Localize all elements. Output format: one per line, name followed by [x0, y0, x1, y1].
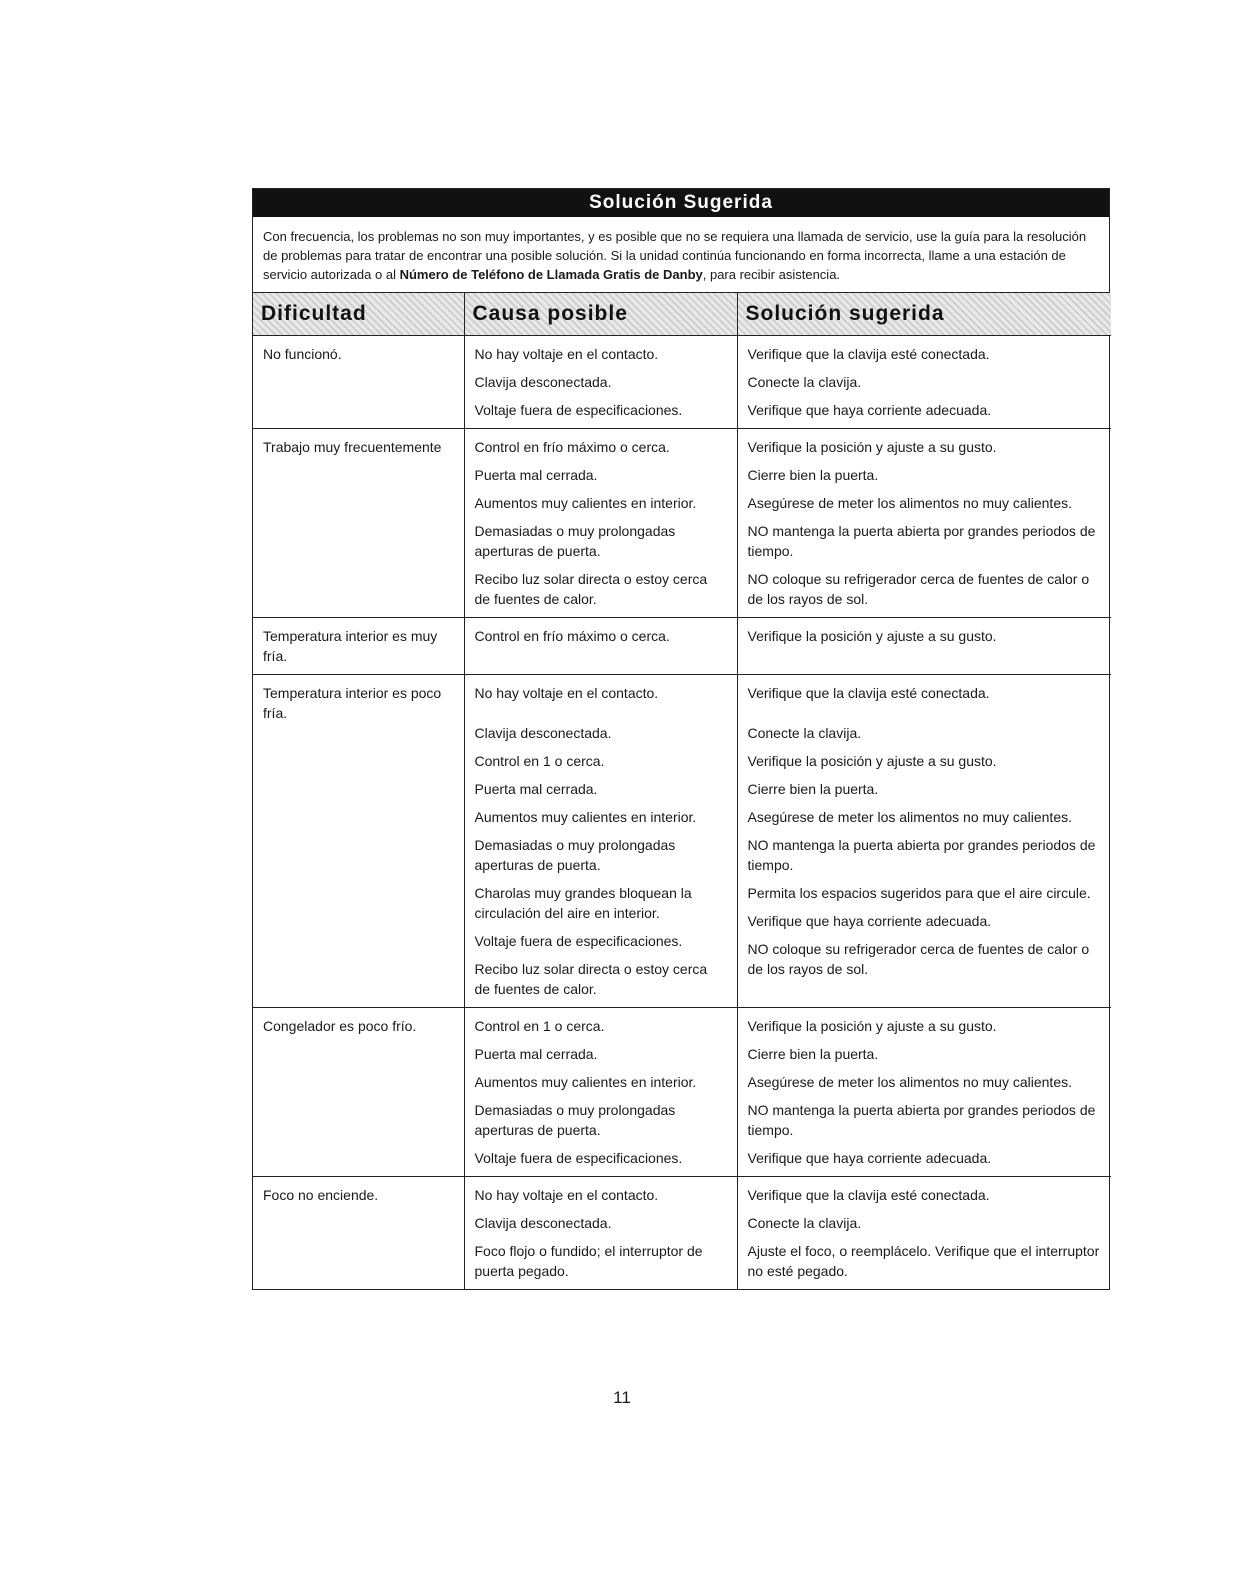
table-row	[253, 1177, 1111, 1290]
problem-cell	[253, 675, 464, 1008]
cause-item: Puerta mal cerrada.	[474, 1046, 598, 1062]
causes-cell	[464, 336, 737, 429]
cause-item: Clavija desconectada.	[474, 374, 612, 390]
cause-item: No hay voltaje en el contacto.	[474, 685, 659, 701]
solutions-cell	[737, 429, 1111, 618]
problem-text: Temperatura interior es muy fría.	[263, 628, 438, 664]
solution-item: NO coloque su refrigerador cerca de fuentes de calor o de los rayos de sol.	[747, 571, 1090, 607]
cause-item: Aumentos muy calientes en interior.	[474, 495, 697, 511]
causes-cell	[464, 1177, 737, 1290]
intro-text-1: Con frecuencia, los problemas no son muy importantes, y es posible que no se requiera una llamada de servicio, use la guía para la resolución de problemas para tratar de encontrar una posible solución. Si la unidad continúa funcionando en forma incorrecta, llame a una estación de servicio autorizada o al	[263, 229, 1087, 282]
problem-text: Foco no enciende.	[263, 1187, 379, 1203]
solution-item: Verifique la posición y ajuste a su gusto.	[747, 1018, 997, 1034]
problem-text: Trabajo muy frecuentemente	[263, 439, 442, 455]
header-dificultad: Dificultad	[253, 293, 464, 336]
table-body	[253, 336, 1111, 1290]
cause-item: Clavija desconectada.	[474, 725, 612, 741]
problem-text: Temperatura interior es poco fría.	[263, 685, 442, 721]
table-row	[253, 1008, 1111, 1177]
cause-item: Voltaje fuera de especificaciones.	[474, 402, 683, 418]
solution-item: NO mantenga la puerta abierta por grandes periodos de tiempo.	[747, 1102, 1096, 1138]
problem-cell	[253, 336, 464, 429]
cause-item: Recibo luz solar directa o estoy cerca de fuentes de calor.	[474, 961, 708, 997]
cause-item: Recibo luz solar directa o estoy cerca de fuentes de calor.	[474, 571, 708, 607]
problem-cell	[253, 429, 464, 618]
solution-item: Cierre bien la puerta.	[747, 1046, 879, 1062]
header-solucion: Solución sugerida	[737, 293, 1111, 336]
solutions-cell	[737, 675, 1111, 1008]
troubleshooting-box	[252, 188, 1110, 1290]
banner-title: Solución Sugerida	[253, 189, 1109, 217]
solution-item: Verifique que la clavija esté conectada.	[747, 685, 990, 701]
page-number: 11	[613, 1388, 631, 1407]
solution-item: Conecte la clavija.	[747, 725, 862, 741]
cause-item: Demasiadas o muy prolongadas aperturas de puerta.	[474, 1102, 676, 1138]
causes-cell	[464, 618, 737, 675]
solution-item: Verifique que haya corriente adecuada.	[747, 1150, 992, 1166]
cause-item: Puerta mal cerrada.	[474, 467, 598, 483]
solutions-cell	[737, 336, 1111, 429]
cause-item: Demasiadas o muy prolongadas aperturas de puerta.	[474, 523, 676, 559]
table-row	[253, 336, 1111, 429]
cause-item: Aumentos muy calientes en interior.	[474, 809, 697, 825]
causes-cell	[464, 675, 737, 1008]
cause-item: Foco flojo o fundido; el interruptor de puerta pegado.	[474, 1243, 703, 1279]
header-causa: Causa posible	[464, 293, 737, 336]
problem-text: No funcionó.	[263, 346, 342, 362]
solution-item: Asegúrese de meter los alimentos no muy calientes.	[747, 495, 1072, 511]
cause-item: Control en 1 o cerca.	[474, 753, 605, 769]
solution-item: Conecte la clavija.	[747, 1215, 862, 1231]
solutions-cell	[737, 618, 1111, 675]
intro-text-2: , para recibir asistencia.	[702, 267, 841, 282]
solution-item: Permita los espacios sugeridos para que el aire circule.	[747, 885, 1091, 901]
solution-item: NO mantenga la puerta abierta por grandes periodos de tiempo.	[747, 837, 1096, 873]
solution-item: Verifique la posición y ajuste a su gusto.	[747, 753, 997, 769]
cause-item: Aumentos muy calientes en interior.	[474, 1074, 697, 1090]
cause-item: Control en frío máximo o cerca.	[474, 628, 670, 644]
problem-cell	[253, 618, 464, 675]
intro-paragraph	[253, 217, 1109, 293]
solution-item: Verifique que la clavija esté conectada.	[747, 346, 990, 362]
solution-item: NO mantenga la puerta abierta por grandes periodos de tiempo.	[747, 523, 1096, 559]
solution-item: Conecte la clavija.	[747, 374, 862, 390]
solution-item: Verifique que haya corriente adecuada.	[747, 402, 992, 418]
solutions-cell	[737, 1177, 1111, 1290]
cause-item: Voltaje fuera de especificaciones.	[474, 933, 683, 949]
solution-item: NO coloque su refrigerador cerca de fuentes de calor o de los rayos de sol.	[747, 941, 1090, 977]
solution-item: Verifique la posición y ajuste a su gusto.	[747, 439, 997, 455]
solution-item: Cierre bien la puerta.	[747, 467, 879, 483]
intro-phone-label: Número de Teléfono de Llamada Gratis de Danby	[399, 267, 703, 282]
cause-item: Clavija desconectada.	[474, 1215, 612, 1231]
solution-item: Verifique que la clavija esté conectada.	[747, 1187, 990, 1203]
causes-cell	[464, 1008, 737, 1177]
cause-item: Control en 1 o cerca.	[474, 1018, 605, 1034]
cause-item: Voltaje fuera de especificaciones.	[474, 1150, 683, 1166]
table-header-row	[253, 293, 1111, 336]
solution-item: Asegúrese de meter los alimentos no muy calientes.	[747, 1074, 1072, 1090]
solution-item: Cierre bien la puerta.	[747, 781, 879, 797]
solution-item: Ajuste el foco, o reemplácelo. Verifique que el interruptor no esté pegado.	[747, 1243, 1100, 1279]
table-row	[253, 675, 1111, 1008]
troubleshooting-table	[253, 293, 1111, 1289]
cause-item: No hay voltaje en el contacto.	[474, 346, 659, 362]
table-row	[253, 618, 1111, 675]
problem-cell	[253, 1008, 464, 1177]
solution-item: Verifique la posición y ajuste a su gusto.	[747, 628, 997, 644]
cause-item: Charolas muy grandes bloquean la circulación del aire en interior.	[474, 885, 692, 921]
cause-item: Control en frío máximo o cerca.	[474, 439, 670, 455]
solution-item: Asegúrese de meter los alimentos no muy calientes.	[747, 809, 1072, 825]
problem-text: Congelador es poco frío.	[263, 1018, 417, 1034]
problem-cell	[253, 1177, 464, 1290]
cause-item: Puerta mal cerrada.	[474, 781, 598, 797]
solution-item: Verifique que haya corriente adecuada.	[747, 913, 992, 929]
cause-item: Demasiadas o muy prolongadas aperturas de puerta.	[474, 837, 676, 873]
cause-item: No hay voltaje en el contacto.	[474, 1187, 659, 1203]
table-row	[253, 429, 1111, 618]
causes-cell	[464, 429, 737, 618]
solutions-cell	[737, 1008, 1111, 1177]
